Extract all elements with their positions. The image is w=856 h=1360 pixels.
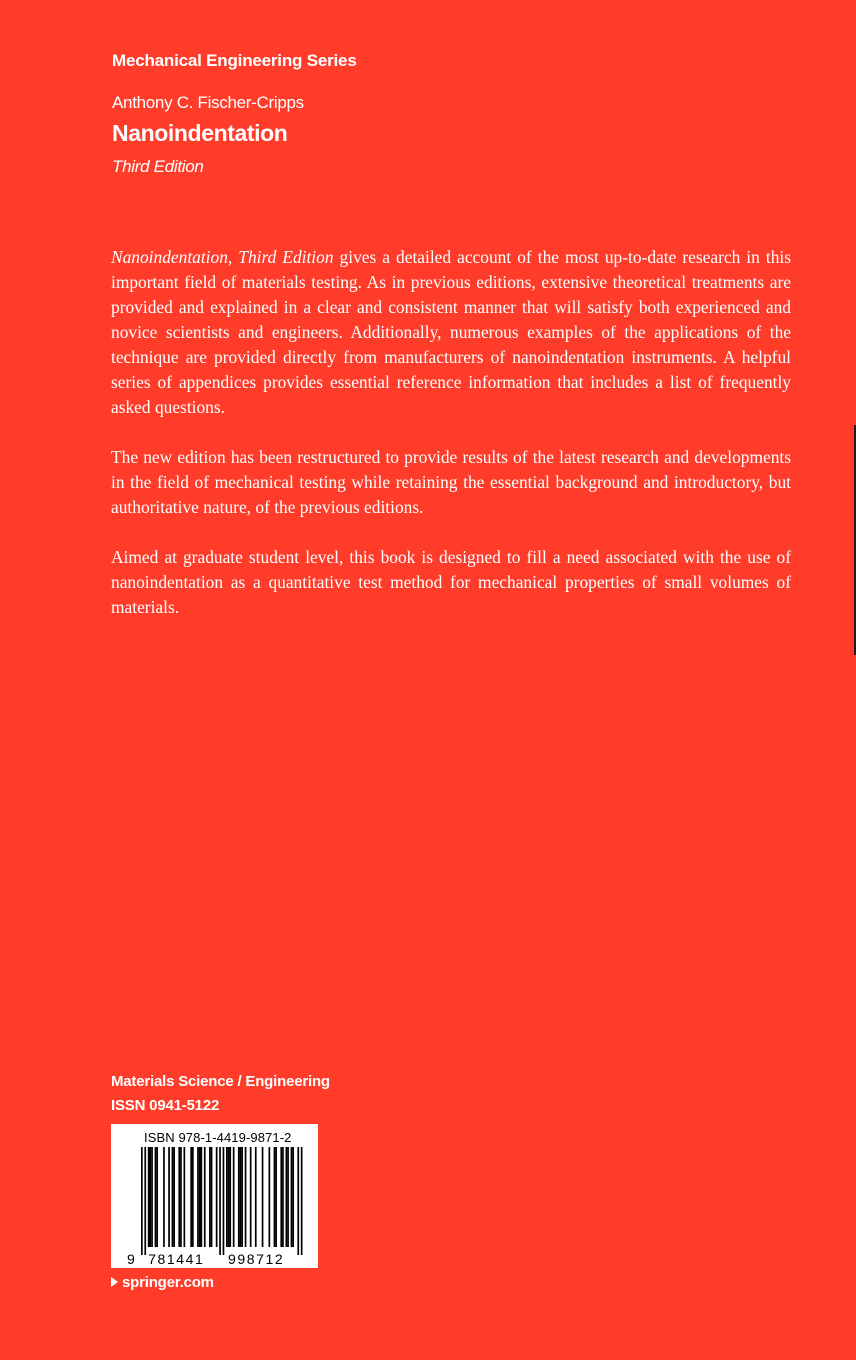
barcode-bar xyxy=(229,1147,231,1247)
issn-number: ISSN 0941-5122 xyxy=(111,1097,220,1114)
barcode-bar xyxy=(245,1147,247,1247)
barcode-digits: 781441 xyxy=(148,1251,205,1267)
barcode-bar xyxy=(241,1147,243,1247)
barcode-bar xyxy=(201,1147,203,1247)
barcode-bar xyxy=(297,1147,299,1255)
barcode-bar xyxy=(173,1147,175,1247)
barcode-bar xyxy=(287,1147,289,1247)
barcode-bar xyxy=(275,1147,277,1247)
barcode-bar xyxy=(150,1147,152,1247)
edition-label: Third Edition xyxy=(112,157,204,176)
book-description xyxy=(111,245,791,645)
barcode-bar xyxy=(172,1147,174,1247)
barcode-digits: 9 xyxy=(127,1251,137,1267)
barcode-bar xyxy=(178,1147,180,1247)
barcode-bar xyxy=(148,1147,150,1247)
barcode-bar xyxy=(204,1147,206,1247)
author-name: Anthony C. Fischer-Cripps xyxy=(112,93,304,112)
barcode-bar xyxy=(197,1147,199,1247)
barcode-bar xyxy=(223,1147,225,1255)
barcode-bar xyxy=(216,1147,218,1247)
barcode-bar xyxy=(219,1147,221,1255)
description-paragraph-1 xyxy=(111,245,791,420)
barcode-bar xyxy=(274,1147,276,1247)
isbn-label: ISBN 978-1-4419-9871-2 xyxy=(144,1130,292,1145)
subject-category: Materials Science / Engineering xyxy=(111,1073,330,1090)
barcode-bar xyxy=(163,1147,165,1247)
barcode-bar xyxy=(238,1147,240,1247)
publisher-link-text: springer.com xyxy=(122,1274,214,1291)
series-name: Mechanical Engineering Series xyxy=(112,51,357,70)
triangle-right-icon xyxy=(111,1277,118,1287)
barcode-bar xyxy=(269,1147,271,1247)
barcode-bar xyxy=(226,1147,228,1247)
barcode-bar xyxy=(156,1147,158,1247)
description-paragraph-1-text: gives a detailed account of the most up-to-date research in this important field of materials testing. As in previous editions, extensive theoretical treatments are provided and explained in a clear and consistent manner that will satisfy both experienced and novice scientists and engineers. Additionally, numerous examples of the applications of the technique are provided directly from manufacturers of nanoindentation instruments. A helpful series of appendices provides essential reference information that includes a list of frequently asked questions. xyxy=(111,247,791,417)
barcode-bar xyxy=(255,1147,257,1247)
barcode-bar xyxy=(228,1147,230,1247)
barcode-bar xyxy=(209,1147,211,1247)
barcode-bar xyxy=(199,1147,201,1247)
barcode-bar xyxy=(301,1147,303,1255)
barcode-bar xyxy=(168,1147,170,1247)
book-title: Nanoindentation xyxy=(112,120,288,146)
description-paragraph-2: The new edition has been restructured to provide results of the latest research and developments in the field of mechanical testing while retaining the essential background and introductory, but authoritative nature, of the previous editions. xyxy=(111,447,791,517)
barcode-bar xyxy=(144,1147,146,1255)
barcode-bar xyxy=(141,1147,143,1255)
barcode-bar xyxy=(240,1147,242,1247)
publisher-link[interactable] xyxy=(111,1274,214,1291)
barcode-panel xyxy=(111,1124,318,1268)
barcode-bar xyxy=(190,1147,192,1247)
barcode-digits: 998712 xyxy=(228,1251,285,1267)
barcode-bar xyxy=(292,1147,294,1247)
barcode-bar xyxy=(280,1147,282,1247)
barcode-bar xyxy=(184,1147,186,1247)
barcode-bar xyxy=(286,1147,288,1247)
barcode-bar xyxy=(233,1147,235,1247)
barcode-bar xyxy=(282,1147,284,1247)
barcode-bar xyxy=(262,1147,264,1247)
barcode-bar xyxy=(250,1147,252,1247)
description-title-italic: Nanoindentation, Third Edition xyxy=(111,247,334,267)
barcode-bar xyxy=(291,1147,293,1247)
description-paragraph-3: Aimed at graduate student level, this book is designed to fill a need associated with the use of nanoindentation as a quantitative test method for mechanical properties of small volumes of materials. xyxy=(111,547,791,617)
barcode-bar xyxy=(192,1147,194,1247)
barcode-image xyxy=(111,1124,318,1268)
barcode-bar xyxy=(151,1147,153,1247)
barcode-bar xyxy=(211,1147,213,1247)
barcode-bar xyxy=(155,1147,157,1247)
barcode-bar xyxy=(180,1147,182,1247)
